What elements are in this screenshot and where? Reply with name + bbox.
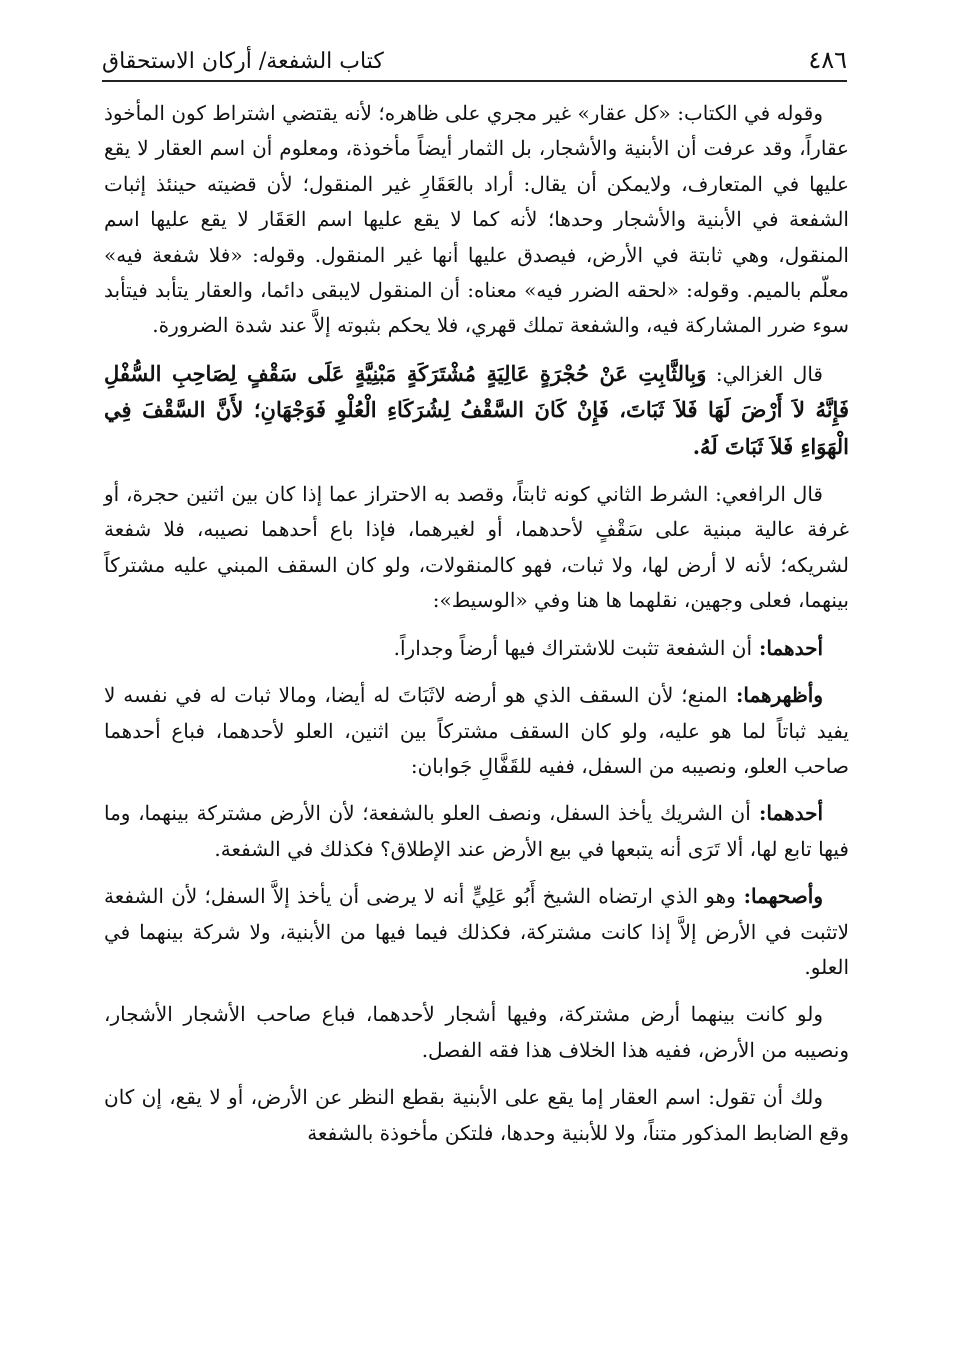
first-view-lead: أحدهما:	[752, 635, 823, 660]
most-correct-text: وهو الذي ارتضاه الشيخ أَبُو عَلِيٍّ أنه لا يرضى أن يأخذ إلاَّ السفل؛ لأن الشفعة لاتثبت في الأرض إلاَّ إذا كانت مشتركة، فكذلك فيما فيها من الأبنية، ولا شركة بينهما في العلو.	[104, 884, 849, 979]
paragraph-stronger-view	[104, 678, 849, 784]
most-correct-lead: وأصحهما:	[735, 884, 823, 909]
paragraph-answer-one	[104, 796, 849, 867]
paragraph-most-correct	[104, 879, 849, 985]
page-number: ٤٨٦	[808, 46, 847, 74]
stronger-view-lead: وأظهرهما:	[727, 683, 823, 708]
first-view-text: أن الشفعة تثبت للاشتراك فيها أرضاً وجداراً.	[393, 635, 753, 660]
header-rule	[102, 80, 847, 82]
stronger-view-text: المنع؛ لأن السقف الذي هو أرضه لاثَبَاتَ له أيضا، ومالا ثبات له في نفسه لا يفيد ثباتاً لما هو عليه، ولو كان السقف مشتركاً بين اثنين، العلو لأحدهما، فباع أحدهما صاحب العلو، ونصيبه من السفل، ففيه للقَفَّالِ جَوابان:	[104, 683, 849, 778]
answer-one-lead: أحدهما:	[750, 801, 823, 826]
paragraph-rafii: قال الرافعي: الشرط الثاني كونه ثابتاً، وقصد به الاحتراز عما إذا كان بين اثنين حجرة، أو غرفة عالية مبنية على سَقْفٍ لأحدهما، أو لغيرهما، فإذا باع أحدهما نصيبه، فلا شفعة لشريكه؛ لأنه لا أرض لها، ولا ثبات، فهو كالمنقولات، ولو كان السقف المبني عليه مشتركاً بينهما، فعلى وجهين، نقلهما ها هنا وفي «الوسيط»:	[104, 482, 849, 613]
page-body	[104, 96, 849, 1163]
paragraph-objection: ولك أن تقول: اسم العقار إما يقع على الأبنية بقطع النظر عن الأرض، أو لا يقع، إن كان وقع الضابط المذكور متناً، ولا للأبنية وحدها، فلتكن مأخوذة بالشفعة	[104, 1085, 849, 1145]
paragraph-commentary: وقوله في الكتاب: «كل عقار» غير مجري على ظاهره؛ لأنه يقتضي اشتراط كون المأخوذ عقاراً، وقد عرفت أن الأبنية والأشجار، بل الثمار أيضاً مأخوذة، ومعلوم أن اسم العقار لا يقع عليها في المتعارف، ولايمكن أن يقال: أراد بالعَقَارِ غير المنقول؛ لأن قضيته حينئذ إثبات الشفعة في الأبنية والأشجار وحدها؛ لأنه كما لا يقع عليها اسم العَقَار لا يقع عليها اسم المنقول، وهي ثابتة في الأرض، فيصدق عليها أنها غير المنقول. وقوله: «فلا شفعة فيه» معلّم بالميم. وقوله: «لحقه الضرر فيه» معناه: أن المنقول لايبقى دائما، والعقار يتأبد فيتأبد سوء ضرر المشاركة فيه، والشفعة تملك قهري، فلا يحكم بثبوته إلاَّ عند شدة الضرورة.	[104, 101, 849, 338]
running-title: كتاب الشفعة/ أركان الاستحقاق	[102, 49, 384, 74]
paragraph-trees: ولو كانت بينهما أرض مشتركة، وفيها أشجار لأحدهما، فباع صاحب الأشجار الأشجار، ونصيبه من الأرض، ففيه هذا الخلاف هذا فقه الفصل.	[104, 1002, 849, 1062]
ghazali-quote: وَبِالثَّابِتِ عَنْ حُجْرَةٍ عَالِيَةٍ مُشْتَرَكَةٍ مَبْنِيَّةٍ عَلَى سَقْفٍ لِصَاحِبِ السُّفْلِ فَإِنَّهُ لاَ أَرْضَ لَهَا فَلاَ ثَبَاتَ، فَإِنْ كَانَ السَّقْفُ لِشُرَكَاءِ الْعُلْوِ فَوَجْهَانِ؛ لأَنَّ السَّقْفَ فِي الْهَوَاءِ فَلاَ ثَبَاتَ لَهُ.	[104, 360, 849, 459]
paragraph-first-view	[104, 631, 849, 666]
ghazali-lead: قال الغزالي:	[706, 361, 823, 386]
paragraph-ghazali	[104, 356, 849, 465]
answer-one-text: أن الشريك يأخذ السفل، ونصف العلو بالشفعة؛ لأن الأرض مشتركة بينهما، وما فيها تابع لها، ألا تَرَى أنه يتبعها في بيع الأرض عند الإطلاق؟ فكذلك في الشفعة.	[104, 801, 849, 861]
page-header	[102, 28, 847, 74]
